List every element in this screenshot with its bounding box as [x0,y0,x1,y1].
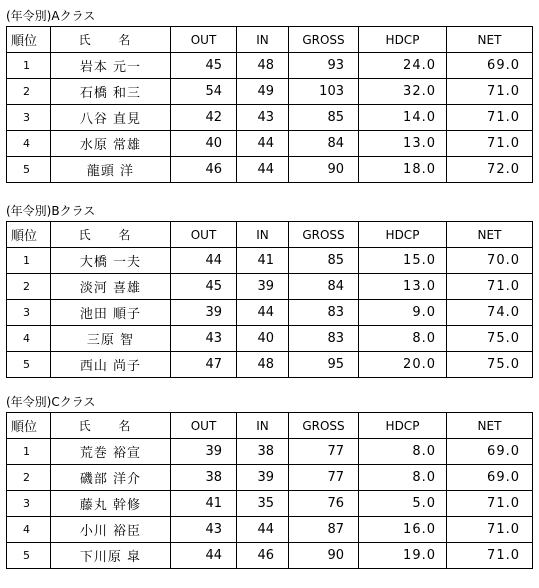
section-title: (年令別)Aクラス [6,9,96,23]
header-row [7,413,533,439]
out-cell: 39 [171,439,237,465]
rank-cell: 3 [7,105,51,131]
table-row [7,131,533,157]
rank-cell: 4 [7,326,51,352]
table-row [7,274,533,300]
table-row [7,105,533,131]
in-cell: 44 [237,131,289,157]
name-cell: 荒巻 裕宣 [51,439,171,465]
header-in: IN [237,222,289,248]
net-cell: 71.0 [447,105,533,131]
table-row [7,300,533,326]
table-row [7,248,533,274]
header-net: NET [447,222,533,248]
table-row [7,517,533,543]
table-row [7,352,533,378]
in-cell: 40 [237,326,289,352]
header-row [7,222,533,248]
header-hdcp: HDCP [359,413,447,439]
section-b [6,201,532,378]
rank-cell: 1 [7,248,51,274]
net-cell: 69.0 [447,439,533,465]
gross-cell: 95 [289,352,359,378]
out-cell: 41 [171,491,237,517]
name-cell: 小川 裕臣 [51,517,171,543]
header-hdcp: HDCP [359,27,447,53]
in-cell: 44 [237,157,289,183]
rank-cell: 2 [7,465,51,491]
header-hdcp: HDCP [359,222,447,248]
gross-cell: 90 [289,157,359,183]
table-row [7,326,533,352]
table-row [7,79,533,105]
header-in: IN [237,27,289,53]
results-table [6,412,533,569]
name-cell: 龍頭 洋 [51,157,171,183]
in-cell: 46 [237,543,289,569]
out-cell: 40 [171,131,237,157]
in-cell: 39 [237,274,289,300]
table-row [7,439,533,465]
hdcp-cell: 9.0 [359,300,447,326]
section-title: (年令別)Bクラス [6,204,96,218]
name-cell: 岩本 元一 [51,53,171,79]
gross-cell: 84 [289,274,359,300]
gross-cell: 103 [289,79,359,105]
in-cell: 44 [237,300,289,326]
net-cell: 75.0 [447,352,533,378]
out-cell: 47 [171,352,237,378]
in-cell: 44 [237,517,289,543]
net-cell: 71.0 [447,543,533,569]
header-in: IN [237,413,289,439]
out-cell: 43 [171,517,237,543]
gross-cell: 76 [289,491,359,517]
hdcp-cell: 5.0 [359,491,447,517]
name-cell: 水原 常雄 [51,131,171,157]
rank-cell: 3 [7,300,51,326]
header-out: OUT [171,27,237,53]
net-cell: 71.0 [447,491,533,517]
section-c [6,392,532,569]
gross-cell: 87 [289,517,359,543]
hdcp-cell: 24.0 [359,53,447,79]
hdcp-cell: 16.0 [359,517,447,543]
rank-cell: 4 [7,131,51,157]
gross-cell: 77 [289,439,359,465]
header-rank: 順位 [7,222,51,248]
out-cell: 45 [171,274,237,300]
name-cell: 八谷 直見 [51,105,171,131]
name-cell: 三原 智 [51,326,171,352]
header-rank: 順位 [7,27,51,53]
rank-cell: 1 [7,53,51,79]
name-cell: 下川原 皐 [51,543,171,569]
hdcp-cell: 14.0 [359,105,447,131]
gross-cell: 85 [289,248,359,274]
header-out: OUT [171,222,237,248]
header-gross: GROSS [289,222,359,248]
gross-cell: 93 [289,53,359,79]
hdcp-cell: 13.0 [359,274,447,300]
hdcp-cell: 20.0 [359,352,447,378]
gross-cell: 83 [289,300,359,326]
header-gross: GROSS [289,27,359,53]
net-cell: 71.0 [447,79,533,105]
rank-cell: 3 [7,491,51,517]
gross-cell: 85 [289,105,359,131]
name-cell: 磯部 洋介 [51,465,171,491]
net-cell: 74.0 [447,300,533,326]
hdcp-cell: 18.0 [359,157,447,183]
name-cell: 藤丸 幹修 [51,491,171,517]
net-cell: 71.0 [447,517,533,543]
section-title: (年令別)Cクラス [6,395,96,409]
net-cell: 70.0 [447,248,533,274]
table-row [7,543,533,569]
header-name: 氏 名 [51,413,171,439]
hdcp-cell: 19.0 [359,543,447,569]
header-out: OUT [171,413,237,439]
out-cell: 44 [171,248,237,274]
net-cell: 75.0 [447,326,533,352]
name-cell: 淡河 喜雄 [51,274,171,300]
hdcp-cell: 13.0 [359,131,447,157]
header-rank: 順位 [7,413,51,439]
header-gross: GROSS [289,413,359,439]
rank-cell: 4 [7,517,51,543]
in-cell: 48 [237,352,289,378]
rank-cell: 5 [7,352,51,378]
in-cell: 48 [237,53,289,79]
out-cell: 43 [171,326,237,352]
out-cell: 54 [171,79,237,105]
hdcp-cell: 32.0 [359,79,447,105]
table-row [7,491,533,517]
header-net: NET [447,413,533,439]
name-cell: 池田 順子 [51,300,171,326]
rank-cell: 5 [7,157,51,183]
table-row [7,465,533,491]
results-table [6,221,533,378]
name-cell: 石橋 和三 [51,79,171,105]
out-cell: 44 [171,543,237,569]
hdcp-cell: 8.0 [359,465,447,491]
hdcp-cell: 8.0 [359,439,447,465]
header-row [7,27,533,53]
in-cell: 41 [237,248,289,274]
in-cell: 35 [237,491,289,517]
name-cell: 大橋 一夫 [51,248,171,274]
header-name: 氏 名 [51,222,171,248]
gross-cell: 90 [289,543,359,569]
out-cell: 46 [171,157,237,183]
table-row [7,53,533,79]
in-cell: 43 [237,105,289,131]
net-cell: 71.0 [447,274,533,300]
out-cell: 45 [171,53,237,79]
rank-cell: 2 [7,79,51,105]
table-row [7,157,533,183]
header-net: NET [447,27,533,53]
section-a [6,6,532,183]
hdcp-cell: 8.0 [359,326,447,352]
gross-cell: 83 [289,326,359,352]
name-cell: 西山 尚子 [51,352,171,378]
gross-cell: 77 [289,465,359,491]
net-cell: 72.0 [447,157,533,183]
header-name: 氏 名 [51,27,171,53]
in-cell: 38 [237,439,289,465]
hdcp-cell: 15.0 [359,248,447,274]
rank-cell: 1 [7,439,51,465]
rank-cell: 5 [7,543,51,569]
net-cell: 69.0 [447,53,533,79]
rank-cell: 2 [7,274,51,300]
results-table [6,26,533,183]
in-cell: 39 [237,465,289,491]
out-cell: 39 [171,300,237,326]
out-cell: 38 [171,465,237,491]
net-cell: 71.0 [447,131,533,157]
out-cell: 42 [171,105,237,131]
gross-cell: 84 [289,131,359,157]
net-cell: 69.0 [447,465,533,491]
in-cell: 49 [237,79,289,105]
